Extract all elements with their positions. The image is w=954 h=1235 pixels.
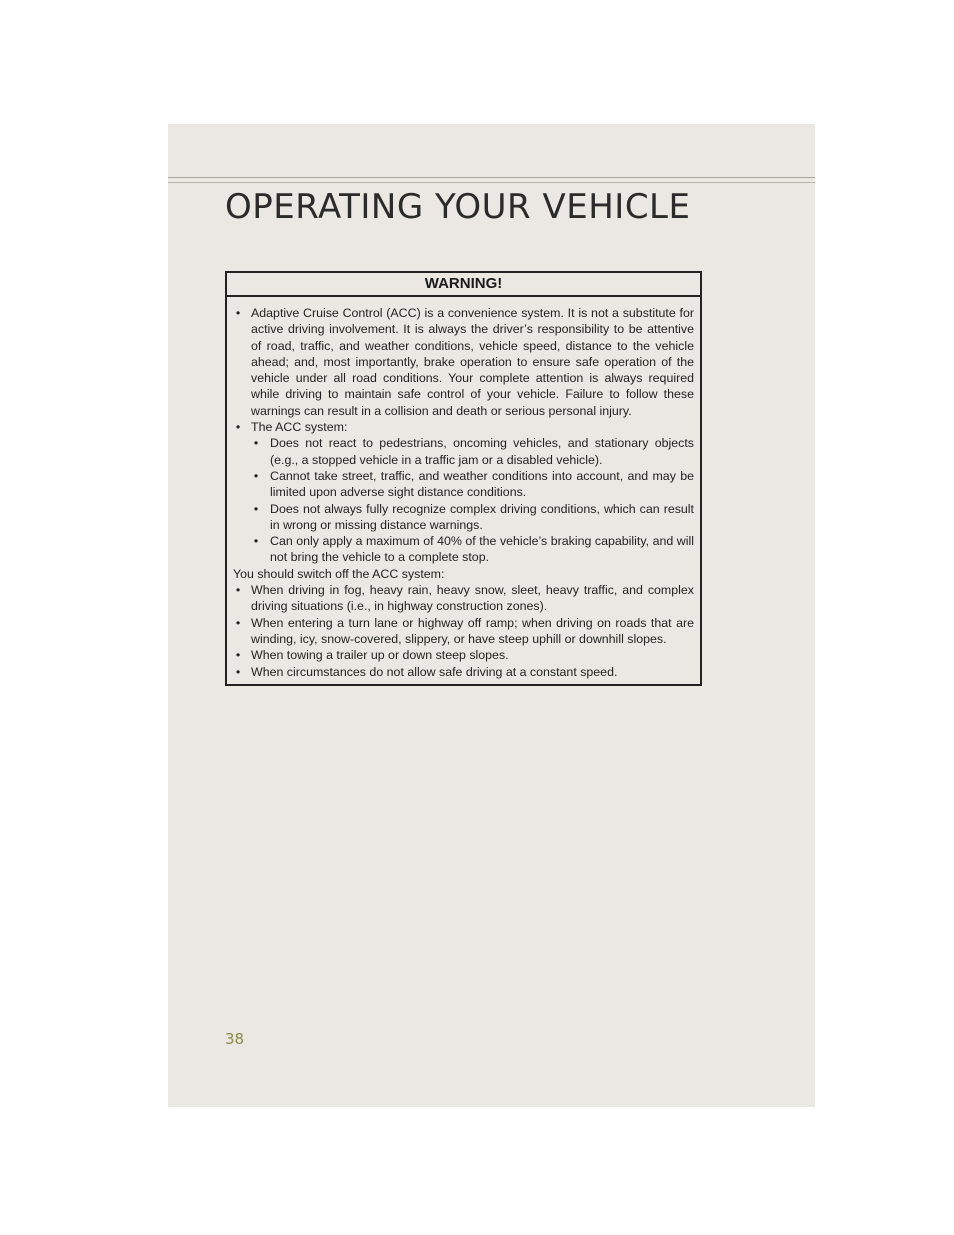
list-item-text: When entering a turn lane or highway off ramp; when driving on roads that are winding, icy, snow-covered, slippery, or have steep uphill or downhill slopes. — [251, 615, 694, 646]
list-item-text: Can only apply a maximum of 40% of the vehicle’s braking capability, and will not bring the vehicle to a complete stop. — [270, 534, 694, 565]
list-item — [251, 435, 694, 468]
bullet-icon: • — [235, 420, 241, 435]
list-item — [251, 468, 694, 501]
warning-box — [225, 271, 702, 686]
list-item — [233, 664, 694, 680]
manual-page — [168, 124, 815, 1107]
acc-limitations-list — [251, 435, 694, 565]
bullet-icon: • — [253, 436, 259, 451]
list-item-text: When towing a trailer up or down steep slopes. — [251, 648, 509, 663]
list-item-text: When circumstances do not allow safe driving at a constant speed. — [251, 664, 618, 679]
warning-heading: WARNING! — [227, 273, 700, 297]
switch-off-list — [233, 582, 694, 680]
section-title: OPERATING YOUR VEHICLE — [225, 187, 691, 227]
list-item-text: When driving in fog, heavy rain, heavy snow, sleet, heavy traffic, and complex driving situations (i.e., in highway construction zones). — [251, 583, 694, 614]
list-item-text: Cannot take street, traffic, and weather conditions into account, and may be limited upon adverse sight distance conditions. — [270, 468, 694, 500]
bullet-icon: • — [235, 615, 241, 630]
list-item — [233, 305, 694, 419]
list-item-text: The ACC system: — [251, 420, 348, 435]
warning-intro-list — [233, 305, 694, 566]
header-rule-top — [168, 177, 815, 178]
switch-off-intro: You should switch off the ACC system: — [233, 566, 445, 581]
bullet-icon: • — [235, 306, 241, 320]
warning-body — [227, 297, 700, 680]
list-item-text: Does not always fully recognize complex driving conditions, which can result in wrong or missing distance warnings. — [270, 501, 694, 532]
bullet-icon: • — [235, 664, 241, 679]
list-item — [233, 647, 694, 663]
bullet-icon: • — [235, 583, 241, 598]
list-item-text: Does not react to pedestrians, oncoming vehicles, and stationary objects (e.g., a stopped vehicle in a traffic jam or a disabled vehicle). — [270, 436, 694, 467]
list-item-text: Adaptive Cruise Control (ACC) is a convenience system. It is not a substitute for active driving involvement. It is always the driver’s responsibility to be attentive of road, traffic, and weather conditions, vehicle speed, distance to the vehicle ahead; and, most importantly, brake operation to ensure safe operation of the vehicle under all road conditions. Your complete attention is always required while driving to maintain safe control of your vehicle. Failure to follow these warnings can result in a collision and death or serious personal injury. — [251, 306, 694, 418]
bullet-icon: • — [253, 501, 259, 516]
list-item — [233, 615, 694, 648]
list-item — [251, 533, 694, 566]
list-item — [233, 419, 694, 566]
list-item — [251, 501, 694, 534]
header-rule-bottom — [168, 182, 815, 183]
bullet-icon: • — [235, 648, 241, 663]
bullet-icon: • — [253, 468, 259, 483]
page-number: 38 — [225, 1030, 245, 1048]
bullet-icon: • — [253, 534, 259, 549]
list-item — [233, 582, 694, 615]
